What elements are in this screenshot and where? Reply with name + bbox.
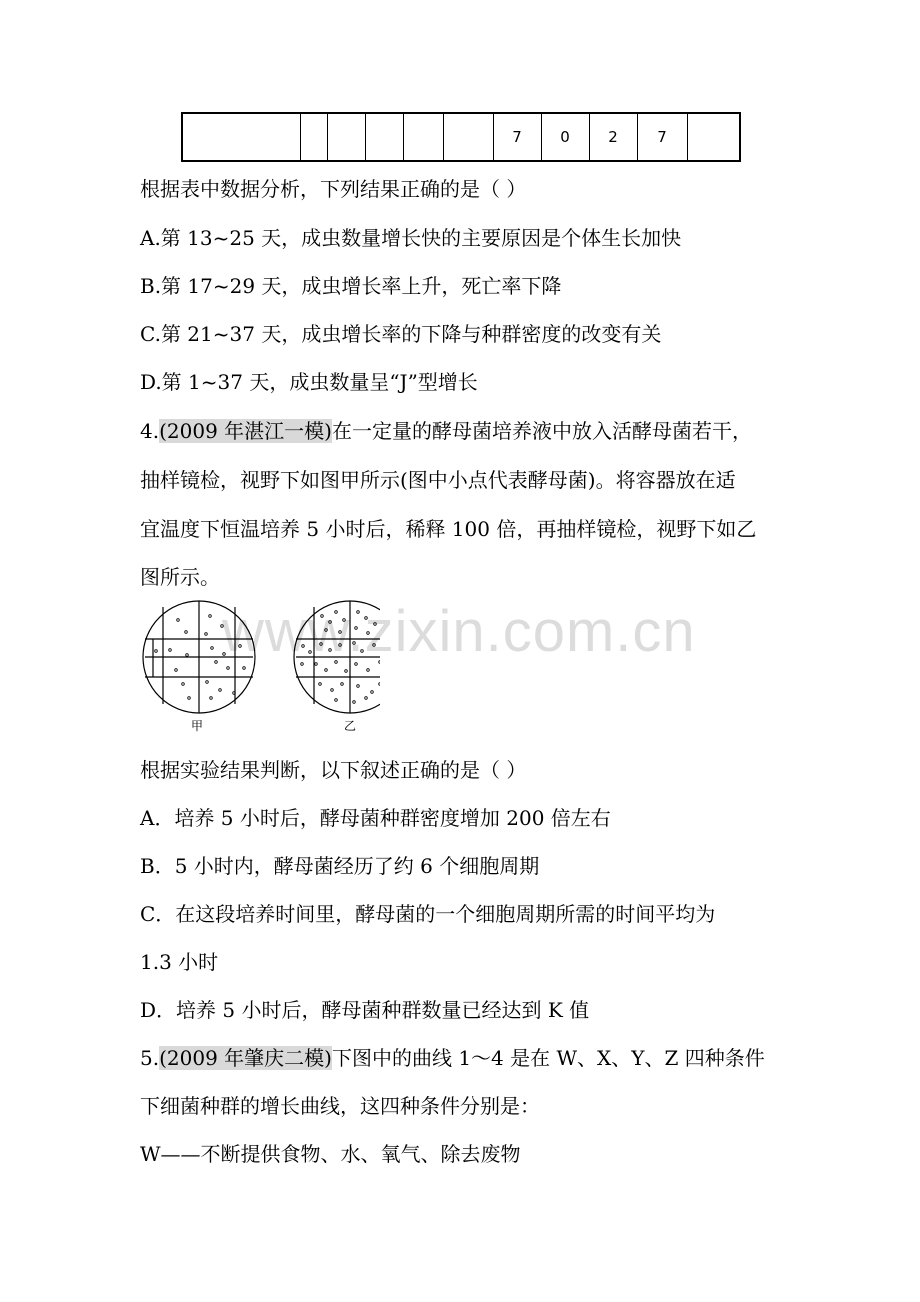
q4-option-c: C．在这段培养时间里，酵母菌的一个细胞周期所需的时间平均为 [140, 902, 716, 926]
q4-line-4: 图所示。 [140, 565, 220, 589]
q4-line-2: 抽样镜检，视野下如图甲所示(图中小点代表酵母菌)。将容器放在适 [140, 468, 736, 492]
table-cell [687, 113, 740, 161]
table-row [182, 113, 740, 161]
q4-option-c-cont: 1.3 小时 [140, 950, 219, 974]
q3-prompt: 根据表中数据分析，下列结果正确的是（ ） [140, 177, 527, 201]
q5-source-tag: (2009 年肇庆二模) [159, 1046, 332, 1070]
q4-source-tag: (2009 年湛江一模) [159, 419, 332, 443]
watermark: www.zixin.com.cn [222, 599, 696, 664]
yeast-microscope-figure [140, 598, 380, 738]
q4-line-3: 宜温度下恒温培养 5 小时后，稀释 100 倍，再抽样镜检，视野下如乙 [140, 517, 757, 541]
table-cell [443, 113, 493, 161]
table-cell [365, 113, 403, 161]
caption-yi: 乙 [343, 719, 357, 733]
q5-line-1 [140, 1045, 765, 1071]
q4-line-1 [140, 418, 752, 444]
table-cell: 7 [493, 113, 541, 161]
q3-option-d: D.第 1~37 天，成虫数量呈“J”型增长 [140, 370, 478, 394]
caption-jia: 甲 [190, 719, 204, 733]
table-cell: 0 [541, 113, 589, 161]
q4-option-d: D．培养 5 小时后，酵母菌种群数量已经达到 K 值 [140, 998, 590, 1022]
table-cell [300, 113, 327, 161]
q5-line-2: 下细菌种群的增长曲线，这四种条件分别是： [140, 1094, 540, 1118]
q4-text: 在一定量的酵母菌培养液中放入活酵母菌若干， [331, 419, 752, 443]
q3-option-c: C.第 21~37 天，成虫增长率的下降与种群密度的改变有关 [140, 322, 662, 346]
q5-number: 5. [140, 1046, 160, 1070]
data-table-fragment [181, 112, 741, 162]
q4-number: 4. [140, 419, 160, 443]
table-cell [327, 113, 365, 161]
table-cell [403, 113, 443, 161]
field-jia [143, 601, 255, 713]
q4-option-a: A．培养 5 小时后，酵母菌种群密度增加 200 倍左右 [140, 806, 611, 830]
q4-prompt: 根据实验结果判断，以下叙述正确的是（ ） [140, 758, 527, 782]
table-cell: 2 [589, 113, 637, 161]
q5-line-3: W——不断提供食物、水、氧气、除去废物 [140, 1142, 521, 1166]
q3-option-a: A.第 13~25 天，成虫数量增长快的主要原因是个体生长加快 [140, 226, 682, 250]
q5-text: 下图中的曲线 1～4 是在 W、X、Y、Z 四种条件 [331, 1046, 765, 1070]
table-cell [182, 113, 300, 161]
q4-option-b: B．5 小时内，酵母菌经历了约 6 个细胞周期 [140, 854, 540, 878]
table-cell: 7 [637, 113, 687, 161]
q3-option-b: B.第 17~29 天，成虫增长率上升，死亡率下降 [140, 274, 562, 298]
